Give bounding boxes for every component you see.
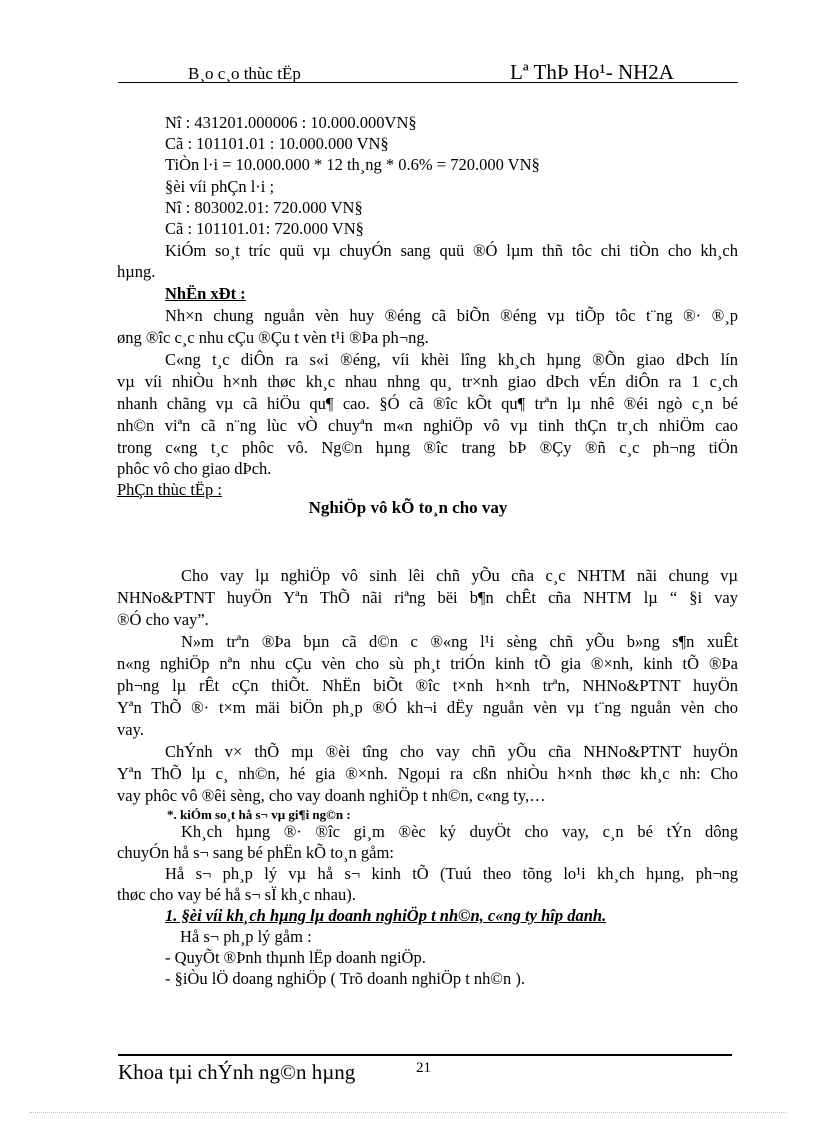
subsection-title: 1. §èi víi kh¸ch hµng lµ doanh nghiÖp t nh©n, c«ng ty hîp danh. [165, 906, 607, 925]
list-item: - QuyÕt ®Þnh thµnh lËp doanh ngiÖp. [165, 948, 426, 967]
header-report-title: B¸o c¸o thùc tËp [188, 64, 301, 83]
footer-rule [118, 1054, 732, 1056]
page-number: 21 [416, 1060, 431, 1076]
paragraph-line: phôc vô cho giao dÞch. [117, 459, 272, 478]
entry-credit-2: Cã : 101101.01: 720.000 VN§ [165, 219, 364, 238]
header-rule [118, 82, 738, 83]
footer-faculty: Khoa tµi chÝnh ng©n hµng [118, 1060, 356, 1084]
paragraph-line: nh©n viªn cã n¨ng lùc vÒ chuyªn m«n nghiÖp vô vµ tinh thÇn tr¸ch nhiÖm cao [117, 416, 738, 435]
paragraph-line: Yªn ThÕ ®· t×m mäi biÖn ph¸p ®Ó kh¬i dËy nguån vèn vµ t¨ng nguån vèn cho [117, 698, 738, 717]
interest-calc: TiÒn l·i = 10.000.000 * 12 th¸ng * 0.6% = 720.000 VN§ [165, 155, 540, 174]
paragraph-line: vay phôc vô ®êi sèng, cho vay doanh nghiÖp t nh©n, c«ng ty,… [117, 786, 546, 805]
paragraph-line: ®Ó cho vay”. [117, 610, 209, 629]
section-heading-remarks: NhËn xÐt : [165, 284, 246, 303]
paragraph-line: nhanh chãng vµ cã hiÖu qu¶ cao. §Ó cã ®îc kÕt qu¶ trªn lµ nhê ®éi ngò c¸n bé [117, 394, 738, 413]
paragraph-line: vµ víi nhiÒu h×nh thøc kh¸c nhau nhng qu¸ tr×nh giao dÞch vÉn diÔn ra 1 c¸ch [117, 372, 738, 391]
paragraph-line: NHNo&PTNT huyÖn Yªn ThÕ nãi riªng bëi b¶n chÊt cña NHTM lµ “ §i vay [117, 588, 738, 607]
paragraph-line: chuyÓn hå s¬ sang bé phËn kÕ to¸n gåm: [117, 843, 394, 862]
paragraph-line: trong c«ng t¸c phôc vô. Ng©n hµng ®îc trang bÞ ®Çy ®ñ c¸c ph¬ng tiÖn [117, 438, 738, 457]
paragraph-line: N»m trªn ®Þa bµn cã d©n c ®«ng l¹i sèng chñ yÕu b»ng s¶n xuÊt [181, 632, 738, 651]
paragraph-line: thøc cho vay bé hå s¬ sÏ kh¸c nhau). [117, 885, 356, 904]
paragraph-line: øng ®îc c¸c nhu cÇu ®Çu t vèn t¹i ®Þa ph¬ng. [117, 328, 429, 347]
subsection-heading: *. kiÓm so¸t hå s¬ vµ gi¶i ng©n : [167, 807, 351, 822]
paragraph-line: hµng. [117, 262, 156, 281]
paragraph-line: Cho vay lµ nghiÖp vô sinh lêi chñ yÕu cña c¸c NHTM nãi chung vµ [181, 566, 738, 585]
paragraph-line: Nh×n chung nguån vèn huy ®éng cã biÕn ®éng vµ tiÕp tôc t¨ng ®· ®¸p [165, 306, 738, 325]
paragraph-line: Hå s¬ ph¸p lý gåm : [180, 927, 312, 946]
list-item: - §iÒu lÖ doang nghiÖp ( Trõ doanh nghiÖp t nh©n ). [165, 969, 525, 988]
interest-heading: §èi víi phÇn l·i ; [165, 177, 275, 196]
section-title: NghiÖp vô kÕ to¸n cho vay [308, 498, 508, 517]
section-heading-practice: PhÇn thùc tËp : [117, 480, 222, 499]
entry-debit-2: Nî : 803002.01: 720.000 VN§ [165, 198, 363, 217]
paragraph-line: Kh¸ch hµng ®· ®îc gi¸m ®èc ký duyÖt cho vay, c¸n bé tÝn dông [181, 822, 738, 841]
paragraph-line: vay. [117, 720, 144, 739]
page-edge-divider [30, 1112, 786, 1113]
paragraph-line: ph¬ng lµ rÊt cÇn thiÕt. NhËn biÕt ®îc t×nh h×nh trªn, NHNo&PTNT huyÖn [117, 676, 738, 695]
paragraph-line: ChÝnh v× thÕ mµ ®èi tîng cho vay chñ yÕu cña NHNo&PTNT huyÖn [165, 742, 738, 761]
paragraph-line: Hå s¬ ph¸p lý vµ hå s¬ kinh tÕ (Tuú theo tõng lo¹i kh¸ch hµng, ph¬ng [165, 864, 738, 883]
paragraph-line: Yªn ThÕ lµ c¸ nh©n, hé gia ®×nh. Ngoµi ra cßn nhiÒu h×nh thøc kh¸c nh: Cho [117, 764, 738, 783]
entry-credit-1: Cã : 101101.01 : 10.000.000 VN§ [165, 134, 389, 153]
paragraph-line: n«ng nghiÖp nªn nhu cÇu vèn cho sù ph¸t triÓn kinh tÕ gia ®×nh, kinh tÕ ®Þa [117, 654, 738, 673]
header-author: Lª ThÞ Ho¹- NH2A [510, 60, 674, 84]
entry-debit-1: Nî : 431201.000006 : 10.000.000VN§ [165, 113, 417, 132]
paragraph-line: C«ng t¸c diÔn ra s«i ®éng, víi khèi lîng kh¸ch hµng ®Õn giao dÞch lín [165, 350, 738, 369]
paragraph-line: KiÓm so¸t tríc quü vµ chuyÓn sang quü ®Ó lµm thñ tôc chi tiÒn cho kh¸ch [165, 241, 738, 260]
